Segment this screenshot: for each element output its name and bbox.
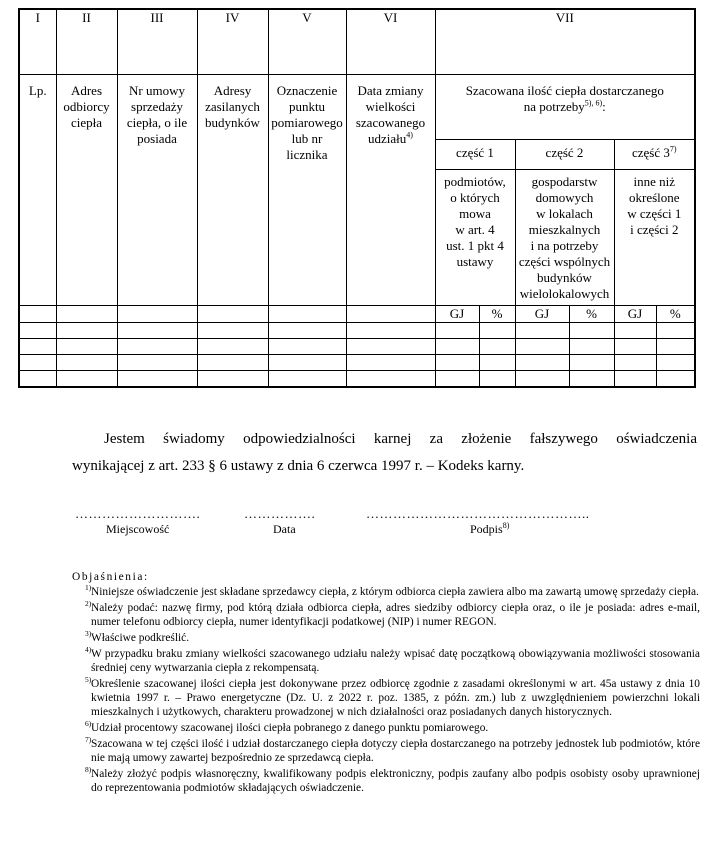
data-cell[interactable] [56, 371, 117, 387]
footnote-item [72, 631, 700, 645]
column-header-row [19, 75, 695, 140]
footnote-number: 8) [85, 765, 92, 774]
col-nr-umowy-line: ciepła, o ile [126, 115, 188, 130]
data-cell[interactable] [19, 306, 56, 323]
unit-pct-3: % [656, 306, 695, 323]
data-cell[interactable] [19, 339, 56, 355]
data-cell[interactable] [56, 323, 117, 339]
footnote-item [72, 677, 700, 719]
table-row [19, 339, 695, 355]
data-cell[interactable] [56, 355, 117, 371]
data-cell[interactable] [268, 323, 346, 339]
roman-header: I [19, 9, 56, 75]
data-cell[interactable] [197, 355, 268, 371]
col-szacowana [435, 75, 695, 140]
part-desc-line: w części 1 [627, 206, 682, 221]
footnote-text: Właściwe podkreślić. [91, 632, 190, 644]
data-cell[interactable] [346, 355, 435, 371]
part-label-text: część 3 [631, 145, 670, 160]
data-cell[interactable] [346, 371, 435, 387]
data-cell[interactable] [268, 355, 346, 371]
roman-header: VI [346, 9, 435, 75]
part-desc-line: inne niż [633, 174, 676, 189]
statement-line-1: Jestem świadomy odpowiedzialności karnej za złożenie fałszywego oświadczenia [104, 431, 697, 447]
data-cell[interactable] [479, 371, 515, 387]
data-cell[interactable] [569, 371, 614, 387]
col-lp: Lp. [19, 75, 56, 306]
data-cell[interactable] [346, 339, 435, 355]
footnote-item [72, 601, 700, 629]
data-cell[interactable] [656, 355, 695, 371]
part-desc-line: gospodarstw [531, 174, 598, 189]
part-3-desc [614, 170, 695, 306]
table-row [19, 323, 695, 339]
footnote-number: 4) [85, 645, 92, 654]
part-desc-line: podmiotów, [444, 174, 506, 189]
col-oznaczenie-line: Oznaczenie [276, 83, 338, 98]
data-cell[interactable] [569, 339, 614, 355]
place-label: Miejscowość [106, 522, 170, 536]
data-cell[interactable] [435, 339, 479, 355]
footnote-ref: 8) [502, 521, 510, 530]
part-1-desc [435, 170, 515, 306]
part-desc-line: i na potrzeby [530, 238, 599, 253]
footnote-number: 5) [85, 675, 92, 684]
data-cell[interactable] [346, 306, 435, 323]
unit-gj-2: GJ [515, 306, 569, 323]
col-oznaczenie-line: licznika [286, 147, 328, 162]
footnote-item [72, 737, 700, 765]
unit-gj-1: GJ [435, 306, 479, 323]
explanations [72, 570, 700, 797]
col-adres-line: Adres [70, 83, 103, 98]
data-cell[interactable] [56, 339, 117, 355]
data-cell[interactable] [268, 306, 346, 323]
footnote-item [72, 647, 700, 675]
col-adres [56, 75, 117, 306]
col-oznaczenie-line: pomiarowego [271, 115, 343, 130]
roman-header: IV [197, 9, 268, 75]
col-adres-line: odbiorcy [63, 99, 110, 114]
part-3-label [614, 140, 695, 170]
col-data-zmiany [346, 75, 435, 306]
data-cell[interactable] [435, 323, 479, 339]
col-szacowana-line: Szacowana ilość ciepła dostarczanego [465, 83, 664, 98]
col-nr-umowy-line: posiada [137, 131, 177, 146]
footnote-ref: 4) [406, 130, 413, 140]
data-cell[interactable] [479, 323, 515, 339]
col-data-line: szacowanego [355, 115, 426, 130]
data-cell[interactable] [19, 371, 56, 387]
col-nr-umowy [117, 75, 197, 306]
roman-header: II [56, 9, 117, 75]
data-cell[interactable] [614, 323, 656, 339]
data-cell[interactable] [268, 371, 346, 387]
data-cell[interactable] [346, 323, 435, 339]
part-desc-line: części wspólnych [518, 254, 611, 269]
data-cell[interactable] [435, 355, 479, 371]
signature-label [470, 522, 509, 537]
footnote-number: 7) [85, 735, 92, 744]
col-oznaczenie-line: punktu [288, 99, 326, 114]
col-adresy-line: budynków [205, 115, 260, 130]
data-cell[interactable] [515, 371, 569, 387]
roman-header-row [19, 9, 695, 75]
part-desc-line: w art. 4 [455, 222, 495, 237]
footnote-number: 1) [85, 583, 92, 592]
data-cell[interactable] [19, 355, 56, 371]
col-data-line: wielkości [365, 99, 416, 114]
col-data-line [347, 131, 435, 147]
explanations-title: Objaśnienia: [72, 571, 149, 583]
roman-header: III [117, 9, 197, 75]
data-cell[interactable] [515, 355, 569, 371]
part-desc-line: w lokalach [536, 206, 593, 221]
data-cell[interactable] [656, 339, 695, 355]
unit-pct-2: % [569, 306, 614, 323]
data-cell[interactable] [117, 323, 197, 339]
data-cell[interactable] [197, 306, 268, 323]
data-cell[interactable] [656, 323, 695, 339]
data-cell[interactable] [117, 371, 197, 387]
part-desc-line: mowa [459, 206, 491, 221]
statement-line-2: wynikającej z art. 233 § 6 ustawy z dnia 6 czerwca 1997 r. – Kodeks karny. [72, 458, 525, 474]
col-adresy-line: Adresy [213, 83, 252, 98]
roman-header: VII [435, 9, 695, 75]
footnote-ref: 7) [669, 144, 677, 154]
data-cell[interactable] [268, 339, 346, 355]
data-cell[interactable] [117, 339, 197, 355]
col-szacowana-text: na potrzeby [523, 99, 585, 114]
part-desc-line: o których [450, 190, 500, 205]
data-cell[interactable] [656, 371, 695, 387]
place-field[interactable]: ………………………. [75, 506, 201, 521]
criminal-liability-statement [72, 426, 697, 480]
date-field[interactable]: ……………. [244, 506, 316, 521]
footnote-item [72, 721, 700, 735]
data-cell[interactable] [19, 323, 56, 339]
footnote-number: 3) [85, 629, 92, 638]
part-label-text: część 1 [456, 145, 494, 160]
part-desc-line: ustawy [456, 254, 494, 269]
data-cell[interactable] [479, 339, 515, 355]
data-cell[interactable] [197, 339, 268, 355]
unit-gj-3: GJ [614, 306, 656, 323]
data-cell[interactable] [197, 323, 268, 339]
part-1-label [435, 140, 515, 170]
part-desc-line: domowych [535, 190, 594, 205]
data-cell[interactable] [614, 371, 656, 387]
footnote-text: Określenie szacowanej ilości ciepła jest dokonywane przez odbiorcę zgodnie z zasadami określonymi w art. 45a ustawy z dnia 10 kwietnia 1997 r. – Prawo energetyczne (Dz. U. z 2022 r. poz. 1385, z późn. zm.) lub z uwzględnieniem powierzchni lokali mieszkalnych i użytkowych, charakteru prowadzonej w nich działalności oraz posiadanych danych historycznych. [91, 678, 700, 718]
data-cell[interactable] [614, 339, 656, 355]
col-nr-umowy-line: sprzedaży [131, 99, 183, 114]
data-cell[interactable] [197, 371, 268, 387]
data-cell[interactable] [479, 355, 515, 371]
data-cell[interactable] [117, 355, 197, 371]
footnote-item [72, 585, 700, 599]
unit-pct-1: % [479, 306, 515, 323]
data-cell[interactable] [515, 323, 569, 339]
footnote-number: 2) [85, 599, 92, 608]
units-row [19, 306, 695, 323]
form-table [18, 8, 696, 388]
col-data-line: Data zmiany [357, 83, 424, 98]
col-szacowana-colon: : [602, 99, 606, 114]
roman-header: V [268, 9, 346, 75]
footnote-text: Należy złożyć podpis własnoręczny, kwalifikowany podpis elektroniczny, podpis zaufany albo podpis osobisty osoby uprawnionej do reprezentowania podmiotów składających oświadczenie. [91, 768, 700, 794]
declaration-table [18, 8, 694, 386]
col-adres-line: ciepła [70, 115, 103, 130]
signature-label-text: Podpis [470, 522, 503, 536]
part-desc-line: ust. 1 pkt 4 [446, 238, 504, 253]
col-oznaczenie [268, 75, 346, 306]
footnote-text: Szacowana w tej części ilość i udział dostarczanego ciepła dotyczy ciepła dostarczanego na potrzeby jednostek lub podmiotów, które nie mają umowy zawartej bezpośrednio ze sprzedawcą ciepła. [91, 738, 700, 764]
footnote-text: Należy podać: nazwę firmy, pod którą działa odbiorca ciepła, adres siedziby odbiorcy ciepła oraz, o ile je posiada: adres e-mail, numer telefonu odbiorcy ciepła, numer identyfikacji podatkowej (NIP) i numer REGON. [91, 602, 700, 628]
data-cell[interactable] [614, 355, 656, 371]
col-szacowana-line [436, 99, 695, 115]
part-2-label [515, 140, 614, 170]
footnote-ref: 5), 6) [584, 98, 603, 108]
part-2-desc [515, 170, 614, 306]
footnote-text: Udział procentowy szacowanej ilości ciepła pobranego z danego punktu pomiarowego. [91, 722, 489, 734]
table-row [19, 371, 695, 387]
data-cell[interactable] [569, 355, 614, 371]
col-data-last: udziału [368, 131, 407, 146]
data-cell[interactable] [435, 371, 479, 387]
data-cell[interactable] [515, 339, 569, 355]
part-desc-line: wielolokalowych [519, 286, 610, 301]
col-oznaczenie-line: lub nr [291, 131, 323, 146]
footnote-text: W przypadku braku zmiany wielkości szacowanego udziału należy wpisać datę początkową obowiązywania możliwości stosowania średniej ceny wytwarzania ciepła z rekompensatą. [91, 648, 700, 674]
part-desc-line: budynków [537, 270, 592, 285]
footnote-number: 6) [85, 719, 92, 728]
data-cell[interactable] [117, 306, 197, 323]
data-cell[interactable] [56, 306, 117, 323]
part-desc-line: określone [629, 190, 680, 205]
col-nr-umowy-line: Nr umowy [129, 83, 185, 98]
part-desc-line: i części 2 [630, 222, 679, 237]
col-adresy-budynkow [197, 75, 268, 306]
data-cell[interactable] [569, 323, 614, 339]
part-desc-line: mieszkalnych [528, 222, 601, 237]
table-row [19, 355, 695, 371]
part-label-text: część 2 [545, 145, 584, 160]
footnote-text: Niniejsze oświadczenie jest składane sprzedawcy ciepła, z którym odbiorca ciepła zawiera albo ma zawartą umowę sprzedaży ciepła. [91, 586, 699, 598]
signature-field[interactable]: ………………………………………….. [366, 506, 590, 521]
footnote-item [72, 767, 700, 795]
date-label: Data [273, 522, 296, 536]
col-adresy-line: zasilanych [205, 99, 260, 114]
